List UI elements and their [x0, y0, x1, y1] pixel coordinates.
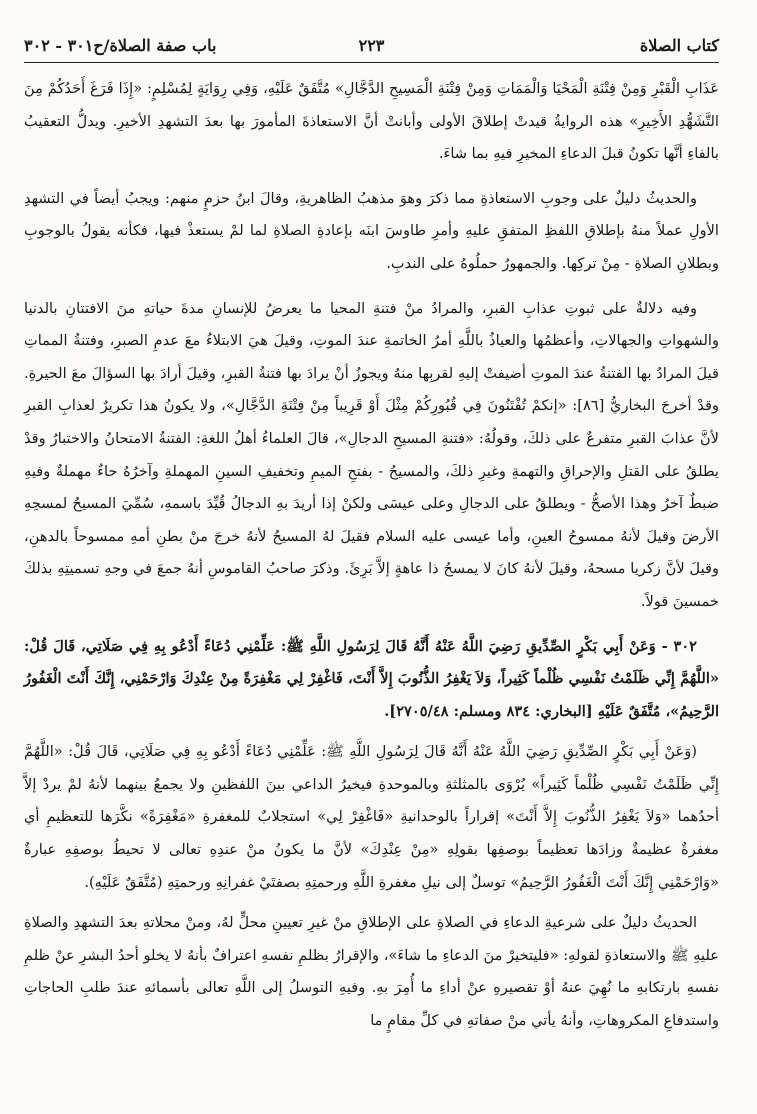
chapter-title: كتاب الصلاة: [639, 36, 719, 55]
page-number: ٢٢٣: [358, 36, 385, 55]
running-header: [24, 34, 719, 62]
paragraph-6: الحديثُ دليلٌ على شرعيةِ الدعاءِ في الصلاةِ على الإطلاقِ منْ غيرِ تعيينِ محلٍّ لهُ، ومنْ محلاتهِ بعدَ التشهدِ والصلاةِ عليهِ ﷺ والاستعاذةِ لقولهِ: «فليتخيرْ منَ الدعاءِ ما شاءَ»، والإقرارُ بظلمِ نفسهِ اعترافٌ بأنهُ لا يخلو أحدُ البشرِ عنْ ظلمِ نفسهِ بارتكابهِ ما نُهِيَ عنهُ أوْ تقصيرهِ عنْ أداءِ ما أُمِرَ بهِ. وفيهِ التوسلُ إلى اللَّهِ تعالى بأسمائهِ عندَ طلبِ الحاجاتِ واستدفاعِ المكروهاتِ، وأنهُ يأتي منْ صفاتهِ في كلِّ مقامٍ ما: [24, 914, 719, 1030]
section-title: باب صفة الصلاة/ح٣٠١ - ٣٠٢: [24, 36, 217, 55]
header-rule: [24, 62, 719, 63]
commentary-302: (وَعَنْ أَبِي بَكْرٍ الصِّدِّيقِ رَضِيَ اللَّهُ عَنْهُ أَنَّهُ قَالَ لِرَسُولِ اللَّهِ ﷺ: عَلِّمْنِي دُعَاءً أَدْعُو بِهِ فِي صَلَاتِي، قَالَ قُلْ: «اللَّهُمَّ إِنِّي ظَلَمْتُ نَفْسِي ظُلْماً كَثِيراً» يُرْوَى بالمثلثةِ وبالموحدةِ فيخيرُ الداعي بينَ اللفظينِ ولا يجمعُ بينهما لأنهُ لمْ يردْ إلاَّ أحدُهما «وَلاَ يَغْفِرُ الذُّنُوبَ إِلاَّ أَنْتَ» إقراراً بالوحدانيةِ «فَاغْفِرْ لِي» استجلابٌ للمغفرةِ «مَغْفِرَةً» نكَّرَها للتعظيمِ أي مغفرةٌ عظيمةٌ وزادَها تعظيماً بوصفِها بقولِهِ «مِنْ عِنْدِكَ» لأنَّ ما يكونُ منْ عندِهِ تعالى لا تحيطُ بوصفِهِ عبارةٌ «وَارْحَمْنِي إِنَّكَ أَنْتَ الْغَفُورُ الرَّحِيمُ» توسلٌ إلى نيلِ مغفرةِ اللَّهِ ورحمتِهِ بصفتَيْ غفرانِهِ ورحمتِهِ (مُتَّفَقٌ عَلَيْهِ).: [24, 743, 719, 891]
page-body: [24, 73, 719, 1038]
hadith-302: ٣٠٢ - وَعَنْ أَبِي بَكْرٍ الصِّدِّيقِ رَضِيَ اللَّهُ عَنْهُ أَنَّهُ قَالَ لِرَسُولِ اللَّهِ ﷺ: عَلِّمْنِي دُعَاءً أَدْعُو بِهِ فِي صَلَاتِي، قَالَ قُلْ: «اللَّهُمَّ إِنِّي ظَلَمْتُ نَفْسِي ظُلْماً كَثِيراً، وَلاَ يَغْفِرُ الذُّنُوبَ إِلاَّ أَنْتَ، فَاغْفِرْ لِي مَغْفِرَةً مِنْ عِنْدِكَ وَارْحَمْنِي، إِنَّكَ أَنْتَ الْغَفُورُ الرَّحِيمُ»، مُتَّفَقٌ عَلَيْهِ [البخاري: ٨٣٤ ومسلم: ٢٧٠٥/٤٨].: [24, 637, 719, 720]
paragraph-3: وفيه دلالةٌ على ثبوتِ عذابِ القبرِ، والمرادُ منْ فتنةِ المحيا ما يعرضُ للإنسانِ مدةَ حياتهِ منَ الافتتانِ بالدنيا والشهواتِ والجهالاتِ، وأعظمُها والعياذُ باللَّهِ أمرُ الخاتمةِ عندَ الموتِ، وقيلَ هيَ الابتلاءُ معَ عدمِ الصبرِ، وفتنةُ المماتِ قيلَ المرادُ بها الفتنةُ عندَ الموتِ أضيفتْ إليهِ لقربِها منهُ ويجوزُ أنْ يرادَ بها فتنةُ القبرِ، وقيلَ أرادَ بها السؤالَ معَ الحيرةِ. وقدْ أخرجَ البخاريُّ [٨٦]: «إنكمْ تُفْتَنُونَ فِي قُبُورِكُمْ مِثْلَ أَوْ قَرِيباً مِنْ فِتْنَةِ الدَّجَّالِ»، ولا يكونُ هذا تكريرٌ لعذابِ القبرِ لأنَّ عذابَ القبرِ متفرعٌ على ذلكَ، وقولُهُ: «فتنةِ المسيحِ الدجالِ»، قالَ العلماءُ أهلُ اللغةِ: الفتنةُ الامتحانُ والاختبارُ وقدْ يطلقُ على القتلِ والإحراقِ والتهمةِ وغيرِ ذلكَ، والمسيحُ - بفتحِ الميمِ وتخفيفِ السينِ المهملةِ وآخرُهُ حاءٌ مهملةٌ وفيهِ ضبطٌ آخرُ وهذا الأصحُّ - ويطلقُ على الدجالِ وعلى عيسَى ولكنْ إذا أريدَ بهِ الدجالُ قُيِّدَ باسمهِ، سُمِّيَ المسيحُ لمسحِهِ الأرضَ وقيلَ لأنهُ ممسوحُ العينِ، وأما عيسى عليه السلام فقيلَ لهُ المسيحُ لأنهُ خرجَ منْ بطنِ أمهِ ممسوحاً بالدهنِ، وقيلَ لأنَّ زكريا مسحهُ، وقيلَ لأنهُ كانَ لا يمسحُ ذا عاهةٍ إلاَّ بَرِئَ. وذكرَ صاحبُ القاموسِ أنهُ جمعَ في وجهِ تسميتِهِ بذلكَ خمسينَ قولاً.: [24, 299, 720, 610]
paragraph-1: عَذَابِ الْقَبْرِ وَمِنْ فِتْنَةِ الْمَحْيَا وَالْمَمَاتِ وَمِنْ فِتْنَةِ الْمَسِيحِ الدَّجَّالِ» مُتَّفَقٌ عَلَيْهِ، وَفِي رِوَايَةٍ لِمُسْلِمٍ: «إِذَا فَرَغَ أَحَدُكُمْ مِنَ التَّشَهُّدِ الأَخِيرِ» هذه الروايةُ قيدتْ إطلاقَ الأولى وأبانتْ أنَّ الاستعاذةَ المأمورَ بها بعدَ التشهدِ الأخيرِ. ويدلُّ التعقيبُ بالفاءِ أنَّها تكونُ قبلَ الدعاءِ المخيرِ فيهِ بما شاءَ.: [24, 80, 719, 163]
paragraph-2: والحديثُ دليلٌ على وجوبِ الاستعاذةِ مما ذكرَ وهوَ مذهبُ الظاهريةِ، وقالَ ابنُ حزمٍ منهم: ويجبُ أيضاً في التشهدِ الأولِ عملاً منهُ بإطلاقِ اللفظِ المتفقِ عليهِ وأمرِ طاوسَ ابنَه بإعادةِ الصلاةِ لما لمْ يستعذْ فيها، فكأنه يقولُ بالوجوبِ وبطلانِ الصلاةِ - مِنْ تركِها. والجمهورُ حملُوهُ على الندبِ.: [24, 189, 719, 272]
